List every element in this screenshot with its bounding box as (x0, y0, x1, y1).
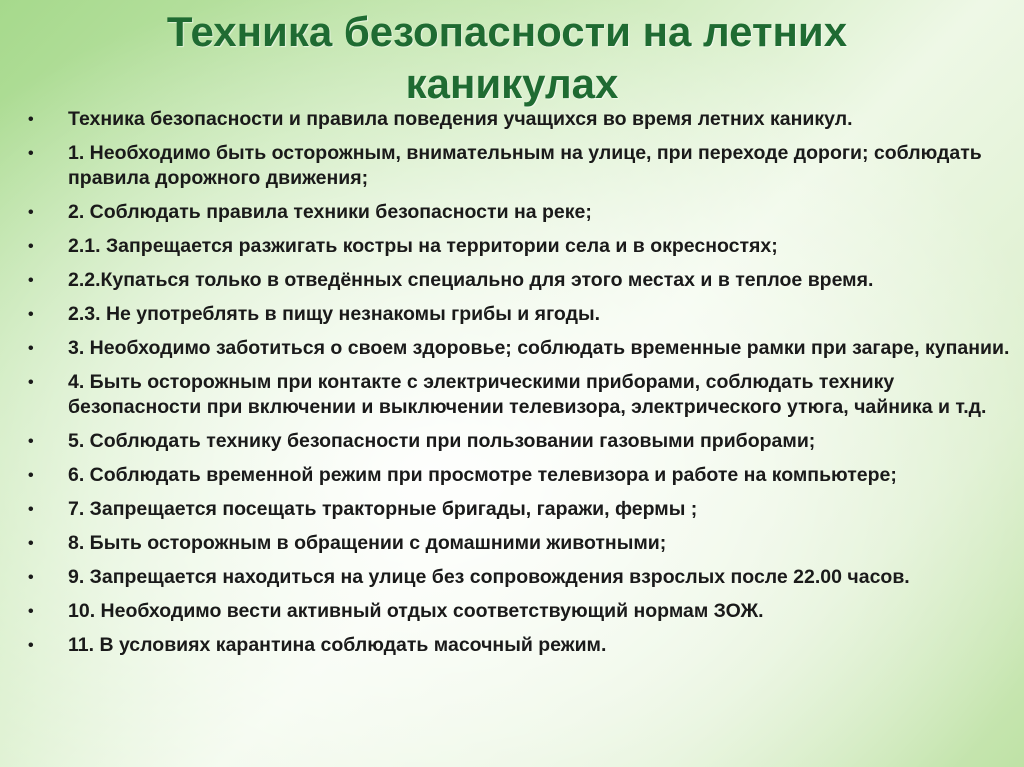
list-item (0, 141, 1024, 191)
list-item-text: 9. Запрещается находиться на улице без сопровождения взрослых после 22.00 часов. (68, 566, 910, 588)
bullet-icon: • (28, 204, 34, 221)
bullet-icon: • (28, 433, 34, 450)
list-item-text: 11. В условиях карантина соблюдать масочный режим. (68, 634, 607, 656)
bullet-list (0, 107, 1024, 658)
slide-title-line-2: каникулах (405, 60, 619, 107)
bullet-icon: • (28, 238, 34, 255)
list-item-text: 2.2.Купаться только в отведённых специально для этого местах и в теплое время. (68, 269, 874, 291)
list-item (0, 599, 1024, 624)
list-item (0, 565, 1024, 590)
list-item (0, 531, 1024, 556)
list-item (0, 107, 1024, 132)
list-item (0, 429, 1024, 454)
bullet-icon: • (28, 340, 34, 357)
list-item-text: 7. Запрещается посещать тракторные бригады, гаражи, фермы ; (68, 498, 698, 520)
list-item (0, 268, 1024, 293)
bullet-icon: • (28, 111, 34, 128)
list-item (0, 370, 1024, 420)
list-item-text: 4. Быть осторожным при контакте с электрическими приборами, соблюдать технику безопасности при включении и выключении телевизора, электрического утюга, чайника и т.д. (68, 371, 987, 418)
bullet-icon: • (28, 535, 34, 552)
bullet-icon: • (28, 637, 34, 654)
bullet-icon: • (28, 306, 34, 323)
list-item-text: 2.3. Не употреблять в пищу незнакомы грибы и ягоды. (68, 303, 601, 325)
list-item-text: 3. Необходимо заботиться о своем здоровье; соблюдать временные рамки при загаре, купании. (68, 337, 1010, 359)
list-item-text: 2.1. Запрещается разжигать костры на территории села и в окресностях; (68, 235, 778, 257)
list-item (0, 336, 1024, 361)
bullet-icon: • (28, 603, 34, 620)
list-item (0, 463, 1024, 488)
bullet-icon: • (28, 272, 34, 289)
bullet-icon: • (28, 145, 34, 162)
list-item-text: 5. Соблюдать технику безопасности при пользовании газовыми приборами; (68, 430, 816, 452)
slide-title (0, 6, 1024, 110)
bullet-icon: • (28, 467, 34, 484)
bullet-icon: • (28, 501, 34, 518)
slide-title-line-1: Техника безопасности на летних (166, 8, 848, 55)
list-item-text: 10. Необходимо вести активный отдых соответствующий нормам ЗОЖ. (68, 600, 764, 622)
list-item (0, 302, 1024, 327)
bullet-icon: • (28, 374, 34, 391)
list-item (0, 497, 1024, 522)
list-item-text: 1. Необходимо быть осторожным, внимательным на улице, при переходе дороги; соблюдать правила дорожного движения; (68, 142, 982, 189)
list-item (0, 234, 1024, 259)
list-item-text: 2. Соблюдать правила техники безопасности на реке; (68, 201, 592, 223)
list-item-text: Техника безопасности и правила поведения учащихся во время летних каникул. (68, 108, 853, 130)
bullet-icon: • (28, 569, 34, 586)
list-item-text: 6. Соблюдать временной режим при просмотре телевизора и работе на компьютере; (68, 464, 897, 486)
list-item-text: 8. Быть осторожным в обращении с домашними животными; (68, 532, 667, 554)
list-item (0, 200, 1024, 225)
list-item (0, 633, 1024, 658)
